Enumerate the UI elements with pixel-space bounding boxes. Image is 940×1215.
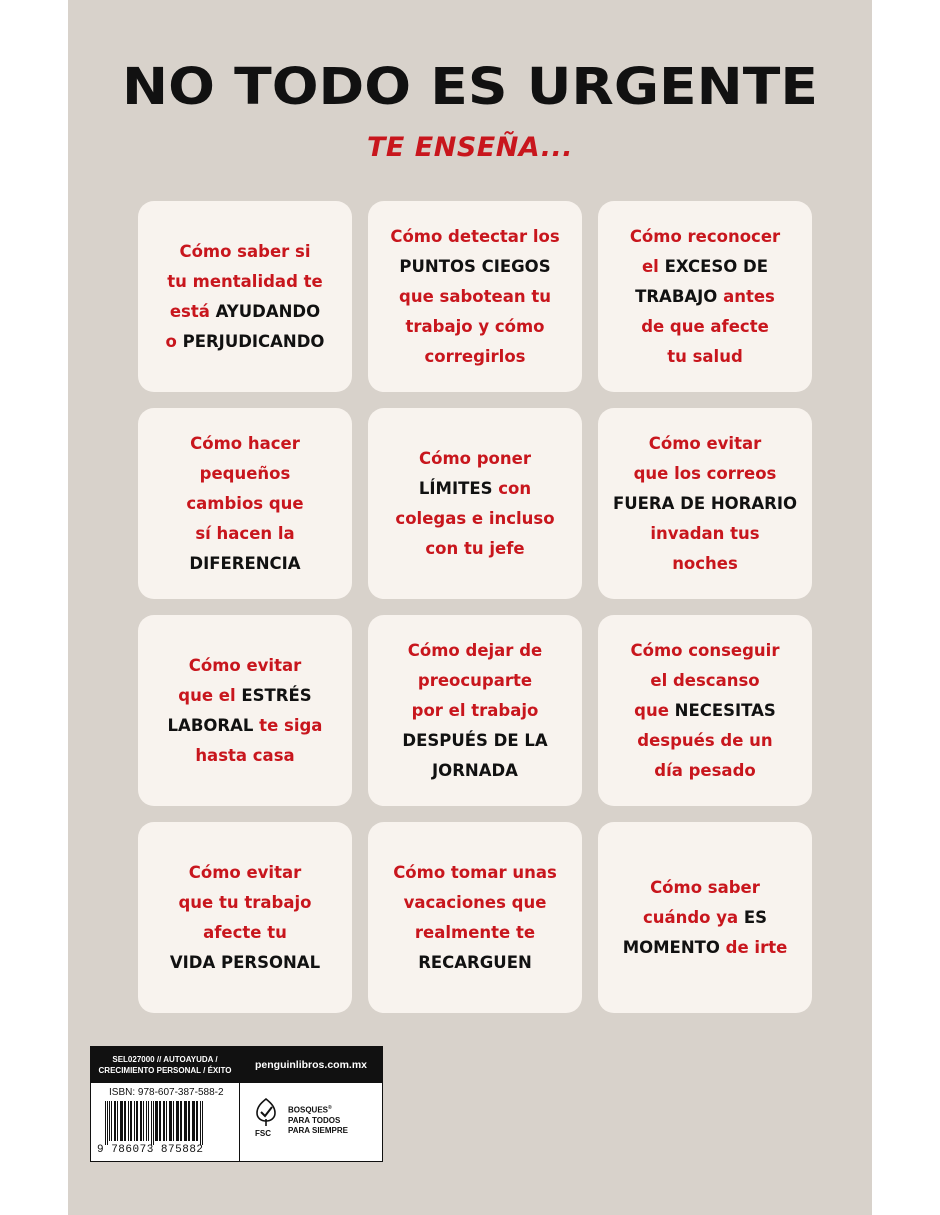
tree-checkmark-icon — [253, 1097, 279, 1127]
topic-text: Cómo evitar — [648, 433, 762, 453]
category-line-2: CRECIMIENTO PERSONAL / ÉXITO — [98, 1066, 232, 1075]
topic-card-line — [186, 489, 303, 519]
barcode-bar — [105, 1101, 106, 1145]
topic-card-line — [623, 933, 788, 963]
topic-card — [368, 408, 582, 599]
topic-card-text — [630, 222, 780, 372]
topic-text: pequeños — [199, 463, 291, 483]
topic-text: Cómo tomar unas — [393, 862, 557, 882]
topic-card-text — [166, 237, 325, 357]
fsc-line-2: PARA TODOS — [288, 1115, 341, 1125]
topic-text: realmente te — [414, 922, 536, 942]
topic-text: Cómo evitar — [188, 655, 302, 675]
topic-text: Cómo saber si — [179, 241, 311, 261]
topic-card-line — [613, 489, 797, 519]
topic-card-text — [393, 858, 557, 978]
topic-card-line — [623, 873, 788, 903]
topic-card-line — [166, 297, 325, 327]
topic-text: que tu trabajo — [178, 892, 312, 912]
publisher-website: penguinlibros.com.mx — [254, 1059, 367, 1071]
topic-card-line — [631, 696, 780, 726]
topic-text: después de un — [637, 730, 773, 750]
topic-card-line — [186, 519, 303, 549]
barcode-bar — [153, 1101, 154, 1145]
topic-card-line — [402, 756, 547, 786]
highlight-text: LÍMITES — [418, 478, 493, 498]
topic-card-line — [630, 222, 780, 252]
topic-card — [598, 822, 812, 1013]
category-label — [91, 1047, 239, 1083]
topic-card-line — [402, 726, 547, 756]
barcode-bar — [184, 1101, 187, 1141]
barcode-bar — [180, 1101, 182, 1141]
topic-card-line — [170, 888, 320, 918]
topic-card-line — [630, 342, 780, 372]
barcode-bar — [143, 1101, 144, 1141]
barcode-bar — [124, 1101, 126, 1141]
topic-card-line — [168, 741, 323, 771]
topic-text: con — [492, 478, 532, 498]
topic-card-line — [393, 888, 557, 918]
topics-grid — [138, 201, 812, 1013]
barcode-bar — [117, 1101, 118, 1141]
highlight-text: ESTRÉS — [241, 685, 312, 705]
topic-text: tu mentalidad te — [167, 271, 323, 291]
topic-card-line — [395, 444, 554, 474]
topic-text: Cómo hacer — [190, 433, 300, 453]
barcode-bar — [155, 1101, 158, 1141]
highlight-text: VIDA PERSONAL — [169, 952, 321, 972]
topic-text: de irte — [719, 937, 788, 957]
topic-card-line — [613, 549, 797, 579]
topic-card — [138, 822, 352, 1013]
highlight-text: LABORAL — [167, 715, 254, 735]
barcode-bar — [146, 1101, 147, 1141]
topic-card-line — [186, 429, 303, 459]
topic-text: el — [641, 256, 665, 276]
book-title: NO TODO ES URGENTE — [122, 58, 818, 117]
topic-text: Cómo poner — [419, 448, 531, 468]
topic-text: Cómo evitar — [188, 862, 302, 882]
fsc-line-3: PARA SIEMPRE — [288, 1125, 349, 1135]
topic-text: invadan tus — [650, 523, 760, 543]
barcode-bar — [151, 1101, 152, 1145]
fsc-label: FSC — [255, 1129, 271, 1138]
topic-text: antes — [717, 286, 775, 306]
topic-card-line — [170, 858, 320, 888]
topic-text: Cómo detectar los — [390, 226, 560, 246]
topic-card — [368, 201, 582, 392]
barcode-bar — [159, 1101, 161, 1141]
topic-card-line — [186, 459, 303, 489]
topic-card-line — [631, 726, 780, 756]
topic-card-text — [170, 858, 320, 978]
panel-divider — [239, 1047, 240, 1161]
barcode-bar — [128, 1101, 129, 1141]
topic-text: día pesado — [654, 760, 756, 780]
highlight-text: PERJUDICANDO — [182, 331, 325, 351]
highlight-text: PUNTOS CIEGOS — [399, 256, 551, 276]
topic-card-line — [393, 918, 557, 948]
topic-card-line — [631, 636, 780, 666]
topic-text: vacaciones que — [403, 892, 547, 912]
topic-card-line — [390, 222, 559, 252]
highlight-text: TRABAJO — [635, 286, 718, 306]
topic-card-line — [166, 327, 325, 357]
topic-card-line — [170, 948, 320, 978]
barcode-bar — [188, 1101, 190, 1141]
topic-card-line — [393, 858, 557, 888]
topic-text: Cómo reconocer — [629, 226, 781, 246]
topic-card — [368, 615, 582, 806]
topic-card — [138, 408, 352, 599]
topic-card-line — [623, 903, 788, 933]
topic-card-line — [630, 282, 780, 312]
topic-card-text — [168, 651, 323, 771]
barcode-bar — [134, 1101, 135, 1141]
topic-card-line — [166, 237, 325, 267]
topic-text: noches — [672, 553, 738, 573]
highlight-text: MOMENTO — [622, 937, 720, 957]
topic-card — [138, 615, 352, 806]
topic-card-line — [390, 282, 559, 312]
topic-text: de que afecte — [641, 316, 769, 336]
topic-card-line — [166, 267, 325, 297]
book-subtitle: TE ENSEÑA... — [367, 132, 573, 163]
topic-card-line — [390, 342, 559, 372]
barcode-bar — [192, 1101, 195, 1141]
topic-card-line — [390, 312, 559, 342]
topic-text: con tu jefe — [425, 538, 525, 558]
topic-text: está — [169, 301, 216, 321]
topic-text: afecte tu — [203, 922, 287, 942]
topic-text: hasta casa — [195, 745, 295, 765]
topic-text: o — [165, 331, 183, 351]
barcode-bar — [130, 1101, 132, 1141]
highlight-text: EXCESO DE — [664, 256, 768, 276]
topic-card-line — [631, 666, 780, 696]
topic-card-line — [168, 711, 323, 741]
book-back-cover — [68, 0, 872, 1215]
barcode-bar — [136, 1101, 138, 1141]
barcode-bar — [169, 1101, 172, 1141]
topic-card-line — [168, 681, 323, 711]
topic-card-line — [402, 666, 547, 696]
barcode-bar — [114, 1101, 116, 1141]
topic-card-line — [393, 948, 557, 978]
barcode-bar — [196, 1101, 198, 1141]
barcode-bar — [176, 1101, 179, 1141]
topic-text: Cómo saber — [650, 877, 760, 897]
topic-card-text — [390, 222, 559, 372]
highlight-text: JORNADA — [432, 760, 518, 780]
barcode-bar — [163, 1101, 165, 1141]
fsc-line-1: BOSQUES — [288, 1105, 329, 1115]
topic-text: Cómo dejar de — [407, 640, 543, 660]
topic-card-line — [395, 534, 554, 564]
topic-card — [368, 822, 582, 1013]
topic-text: el descanso — [650, 670, 760, 690]
topic-card-text — [631, 636, 780, 786]
topic-card-line — [402, 636, 547, 666]
topic-card-line — [631, 756, 780, 786]
topic-card-line — [395, 474, 554, 504]
topic-card — [598, 615, 812, 806]
topic-text: sí hacen la — [195, 523, 295, 543]
topic-text: por el trabajo — [411, 700, 539, 720]
highlight-text: AYUDANDO — [215, 301, 321, 321]
barcode-bar — [166, 1101, 167, 1141]
topic-card-line — [630, 312, 780, 342]
topic-card — [598, 408, 812, 599]
topic-card-line — [186, 549, 303, 579]
topic-card-text — [395, 444, 554, 564]
topic-text: que — [634, 700, 675, 720]
topic-card-line — [168, 651, 323, 681]
topic-text: te siga — [253, 715, 323, 735]
fsc-slogan: BOSQUES® PARA TODOS PARA SIEMPRE — [288, 1105, 349, 1135]
topic-text: preocuparte — [417, 670, 533, 690]
barcode-bar — [109, 1101, 110, 1141]
barcode-bar — [202, 1101, 203, 1145]
barcode-bar — [140, 1101, 142, 1141]
topic-card-text — [613, 429, 797, 579]
highlight-text: FUERA DE HORARIO — [612, 493, 798, 513]
barcode-bar — [107, 1101, 108, 1145]
topic-card-line — [170, 918, 320, 948]
highlight-text: DIFERENCIA — [189, 553, 301, 573]
barcode-number: 9 786073 875882 — [97, 1144, 204, 1156]
topic-text: corregirlos — [424, 346, 526, 366]
barcode-bar — [173, 1101, 174, 1141]
topic-card — [138, 201, 352, 392]
highlight-text: DESPUÉS DE LA — [402, 730, 548, 750]
topic-text: que el — [178, 685, 242, 705]
category-line-1: SEL027000 // AUTOAYUDA / — [112, 1055, 218, 1064]
topic-text: colegas e incluso — [395, 508, 555, 528]
topic-text: Cómo conseguir — [630, 640, 780, 660]
topic-text: cambios que — [186, 493, 304, 513]
highlight-text: NECESITAS — [674, 700, 776, 720]
topic-text: que sabotean tu — [399, 286, 551, 306]
highlight-text: RECARGUEN — [418, 952, 532, 972]
topic-card-line — [390, 252, 559, 282]
topic-card-line — [613, 429, 797, 459]
topic-card-line — [613, 519, 797, 549]
barcode-bar — [148, 1101, 149, 1141]
topic-card-text — [623, 873, 788, 963]
topic-text: que los correos — [633, 463, 777, 483]
barcode-icon — [105, 1101, 229, 1145]
isbn-label: ISBN: 978-607-387-588-2 — [109, 1087, 224, 1098]
highlight-text: ES — [743, 907, 768, 927]
barcode-bar — [200, 1101, 201, 1145]
barcode-bar — [120, 1101, 123, 1141]
topic-text: tu salud — [667, 346, 743, 366]
topic-card-line — [630, 252, 780, 282]
topic-card-text — [186, 429, 303, 579]
topic-card-line — [613, 459, 797, 489]
topic-text: trabajo y cómo — [405, 316, 545, 336]
topic-card — [598, 201, 812, 392]
topic-card-text — [402, 636, 547, 786]
barcode-panel — [90, 1046, 383, 1162]
topic-card-line — [395, 504, 554, 534]
topic-card-line — [402, 696, 547, 726]
barcode-bar — [111, 1101, 112, 1141]
topic-text: cuándo ya — [642, 907, 744, 927]
